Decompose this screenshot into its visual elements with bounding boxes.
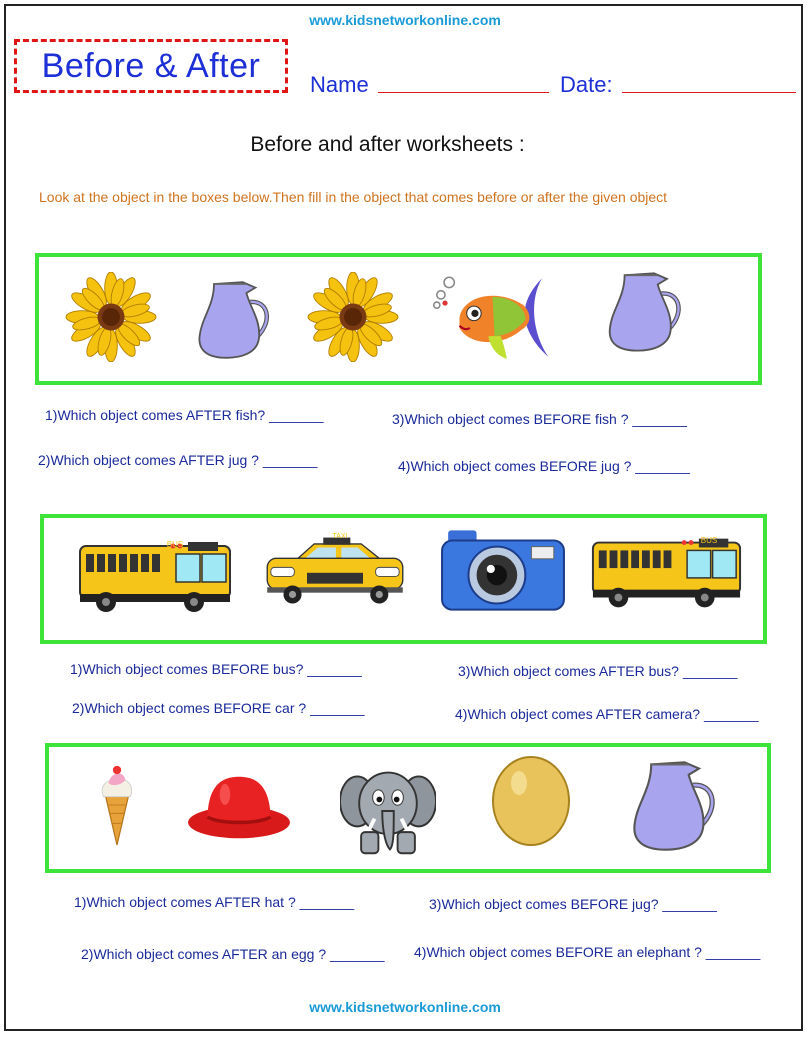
hat-icon — [178, 768, 300, 840]
svg-text:BUS: BUS — [166, 540, 184, 549]
fish-icon — [430, 268, 555, 366]
date-line[interactable] — [622, 92, 796, 93]
badge-title: Before & After — [41, 46, 261, 85]
question-3-3: 3)Which object comes BEFORE jug? _______ — [429, 896, 717, 912]
taxi-sign — [325, 530, 355, 540]
jug-icon — [596, 266, 690, 358]
jug-icon — [618, 754, 726, 858]
question-2-2: 2)Which object comes BEFORE car ? _______ — [72, 700, 365, 716]
camera-icon — [438, 528, 568, 614]
title-badge — [14, 39, 288, 93]
jug-icon — [186, 275, 278, 365]
question-3-1: 1)Which object comes AFTER hat ? _______ — [74, 894, 355, 910]
taxi-icon — [260, 530, 410, 612]
question-1-4: 4)Which object comes BEFORE jug ? _______ — [398, 458, 690, 474]
instructions: Look at the object in the boxes below.Then fill in the object that comes before or after the given object — [39, 189, 668, 205]
name-line[interactable] — [378, 92, 549, 93]
question-3-4: 4)Which object comes BEFORE an elephant ? _______ — [414, 944, 761, 960]
bus-icon — [589, 534, 744, 610]
elephant-icon — [340, 764, 436, 858]
worksheet-title: Before and after worksheets : — [250, 133, 525, 156]
bus-sign-1 — [160, 539, 190, 549]
name-label: Name — [310, 72, 369, 97]
question-2-3: 3)Which object comes AFTER bus? _______ — [458, 663, 738, 679]
sunflower-icon — [63, 272, 159, 362]
question-1-3: 3)Which object comes BEFORE fish ? _______ — [392, 411, 687, 427]
question-1-2: 2)Which object comes AFTER jug ? _______ — [38, 452, 318, 468]
bus-icon — [76, 538, 234, 614]
question-3-2: 2)Which object comes AFTER an egg ? _______ — [81, 946, 385, 962]
question-2-4: 4)Which object comes AFTER camera? _______ — [455, 706, 759, 722]
sunflower-icon — [305, 272, 401, 362]
question-1-1: 1)Which object comes AFTER fish? _______ — [45, 407, 324, 423]
ice-cream-icon — [92, 755, 142, 855]
site-url-top[interactable]: www.kidsnetworkonline.com — [309, 12, 501, 28]
site-url-bottom[interactable]: www.kidsnetworkonline.com — [309, 999, 501, 1015]
svg-text:BUS: BUS — [700, 536, 718, 545]
date-label: Date: — [560, 72, 613, 97]
bus-sign-2 — [694, 535, 724, 545]
svg-text:TAXI: TAXI — [332, 533, 348, 540]
egg-icon — [490, 755, 572, 847]
question-2-1: 1)Which object comes BEFORE bus? _______ — [70, 661, 362, 677]
